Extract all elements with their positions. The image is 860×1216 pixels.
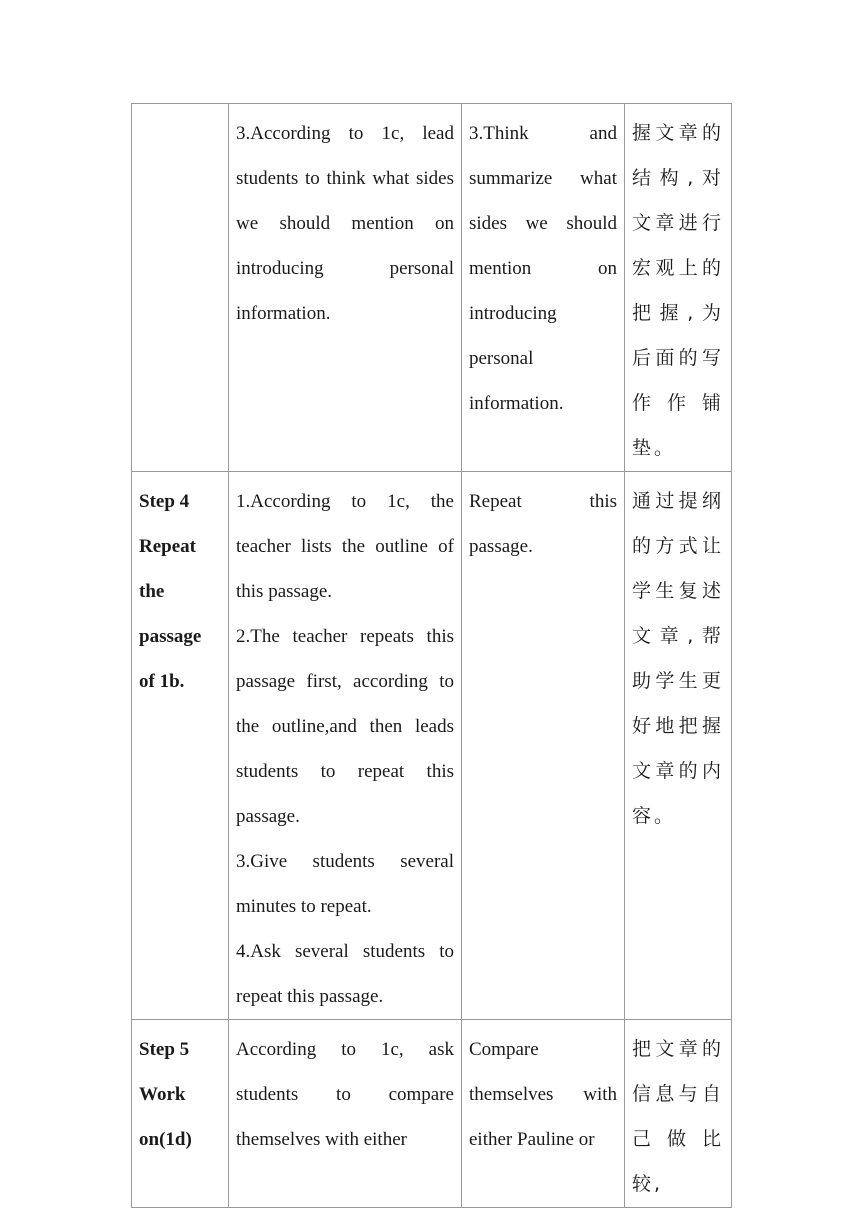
- step-cell: [132, 104, 229, 472]
- student-activity-text: Compare themselves with either Pauline or: [469, 1039, 617, 1150]
- teacher-activity-cell: [229, 472, 462, 1020]
- step-cell: [132, 1020, 229, 1208]
- teacher-activity-text: 4.Ask several students to repeat this passage.: [236, 941, 454, 1007]
- teacher-activity-text: 3.According to 1c, lead students to think what sides we should mention on introducing personal information.: [236, 123, 454, 324]
- teacher-activity-text: 1.According to 1c, the teacher lists the outline of this passage.: [236, 491, 454, 602]
- purpose-text: 握文章的结构,对文章进行宏观上的把握,为后面的写作作铺垫。: [632, 122, 724, 459]
- student-activity-cell: [462, 1020, 625, 1208]
- purpose-cell: [625, 104, 732, 472]
- student-activity-text: Repeat this passage.: [469, 491, 617, 557]
- purpose-cell: [625, 1020, 732, 1208]
- purpose-text: 通过提纲的方式让学生复述文章,帮助学生更好地把握文章的内容。: [632, 490, 724, 827]
- purpose-text: 把文章的信息与自己做比较,: [632, 1038, 724, 1195]
- table-row: [132, 1020, 732, 1208]
- student-activity-text: 3.Think and summarize what sides we should mention on introducing personal information.: [469, 123, 617, 414]
- step-cell: [132, 472, 229, 1020]
- student-activity-cell: [462, 104, 625, 472]
- step-label: Step 4: [139, 491, 190, 512]
- purpose-cell: [625, 472, 732, 1020]
- table-row: [132, 472, 732, 1020]
- teacher-activity-text: 2.The teacher repeats this passage first, according to the outline,and then leads students to repeat this passage.: [236, 626, 454, 827]
- student-activity-cell: [462, 472, 625, 1020]
- step-title: Repeat the passage: [139, 536, 202, 647]
- step-title: on(1d): [139, 1129, 192, 1150]
- teacher-activity-cell: [229, 104, 462, 472]
- lesson-plan-table: [131, 103, 732, 1208]
- step-title: of 1b.: [139, 671, 185, 692]
- step-title: Work: [139, 1084, 186, 1105]
- teacher-activity-text: 3.Give students several minutes to repeat.: [236, 851, 454, 917]
- teacher-activity-text: According to 1c, ask students to compare themselves with either: [236, 1039, 454, 1150]
- step-label: Step 5: [139, 1039, 190, 1060]
- teacher-activity-cell: [229, 1020, 462, 1208]
- table-row: [132, 104, 732, 472]
